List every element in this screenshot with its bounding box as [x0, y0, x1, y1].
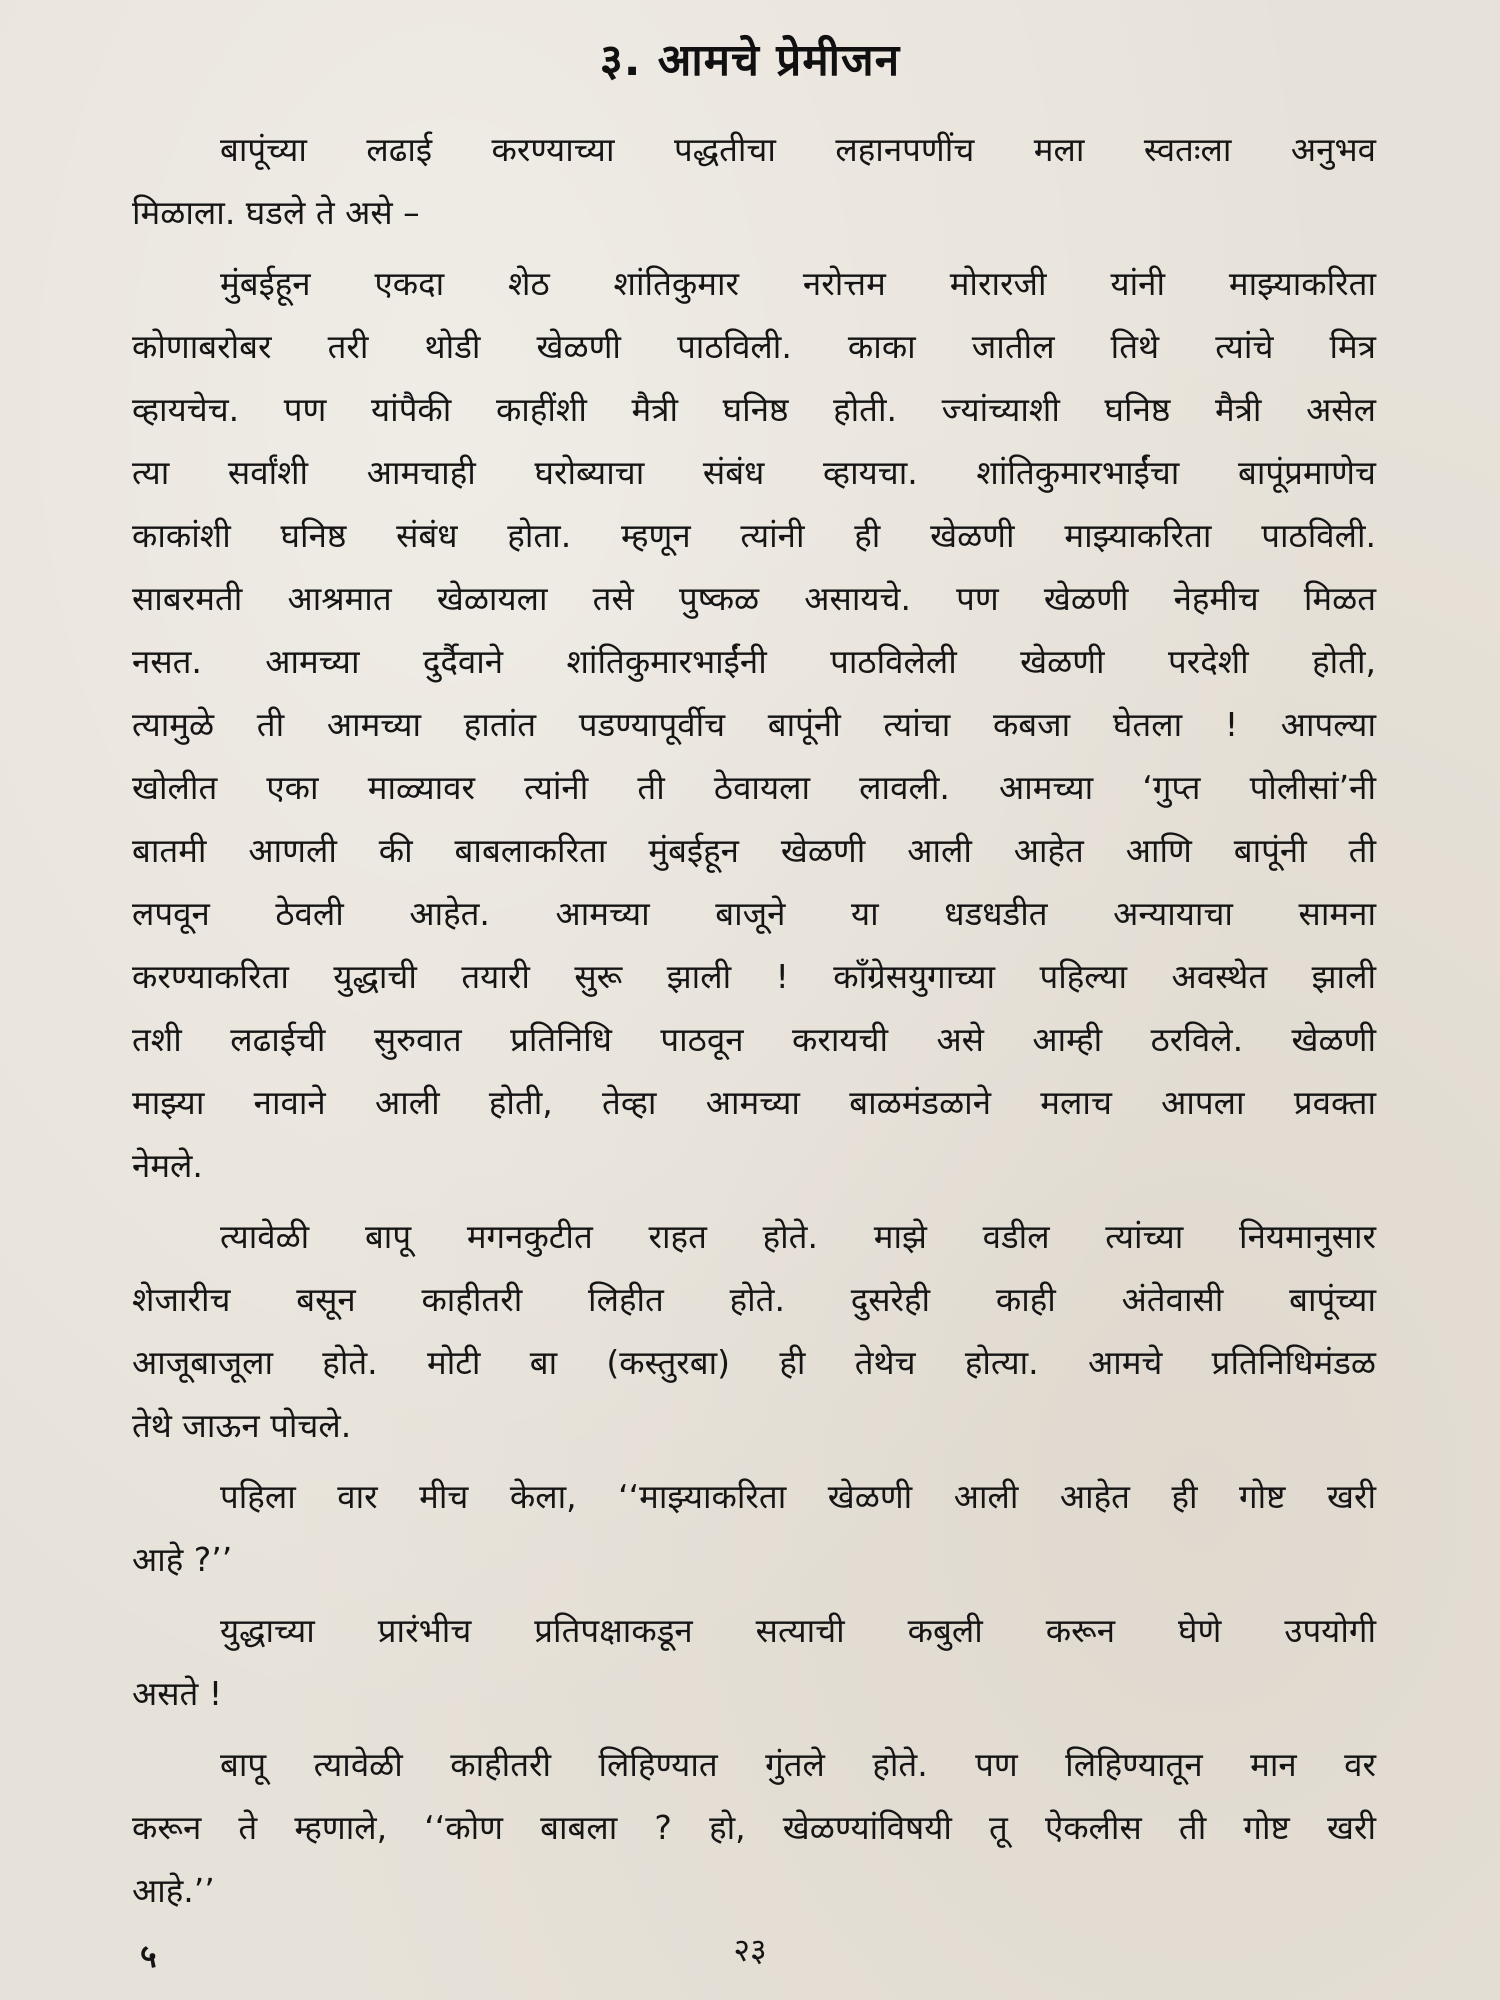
text-line: आहे.’’	[132, 1871, 215, 1910]
text-line: काकांशी घनिष्ठ संबंध होता. म्हणून त्यांनी ही खेळणी माझ्याकरिता पाठविली.	[132, 516, 1376, 555]
text-line: तशी लढाईची सुरुवात प्रतिनिधि पाठवून करायची असे आम्ही ठरविले. खेळणी	[132, 1020, 1376, 1059]
text-line: युद्धाच्या प्रारंभीच प्रतिपक्षाकडून सत्याची कबुली करून घेणे उपयोगी	[220, 1611, 1376, 1650]
text-line: खोलीत एका माळ्यावर त्यांनी ती ठेवायला लावली. आमच्या ‘गुप्त पोलीसां’नी	[132, 768, 1376, 807]
text-line: नसत. आमच्या दुर्दैवाने शांतिकुमारभाईंनी पाठविलेली खेळणी परदेशी होती,	[132, 642, 1376, 681]
text-line: माझ्या नावाने आली होती, तेव्हा आमच्या बाळमंडळाने मलाच आपला प्रवक्ता	[132, 1083, 1376, 1122]
paragraph	[132, 1733, 1376, 1922]
page-number: २३	[733, 1931, 767, 1969]
text-line: आहे ?’’	[132, 1540, 233, 1579]
text-line: त्या सर्वांशी आमचाही घरोब्याचा संबंध व्हायचा. शांतिकुमारभाईंचा बापूंप्रमाणेच	[132, 453, 1376, 492]
text-line: नेमले.	[132, 1146, 203, 1185]
text-line: मिळाला. घडले ते असे –	[132, 193, 420, 232]
paragraph	[132, 1205, 1376, 1457]
paragraph	[132, 252, 1376, 1197]
text-line: तेथे जाऊन पोचले.	[132, 1406, 352, 1445]
text-line: कोणाबरोबर तरी थोडी खेळणी पाठविली. काका जातील तिथे त्यांचे मित्र	[132, 327, 1376, 366]
text-line: त्यावेळी बापू मगनकुटीत राहत होते. माझे वडील त्यांच्या नियमानुसार	[220, 1217, 1376, 1256]
text-line: मुंबईहून एकदा शेठ शांतिकुमार नरोत्तम मोरारजी यांनी माझ्याकरिता	[220, 264, 1376, 303]
text-line: शेजारीच बसून काहीतरी लिहीत होते. दुसरेही काही अंतेवासी बापूंच्या	[132, 1280, 1376, 1319]
text-line: बापूंच्या लढाई करण्याच्या पद्धतीचा लहानपणींच मला स्वतःला अनुभव	[220, 130, 1376, 169]
text-line: पहिला वार मीच केला, ‘‘माझ्याकरिता खेळणी आली आहेत ही गोष्ट खरी	[220, 1477, 1376, 1516]
text-line: असते !	[132, 1674, 223, 1713]
paragraph	[132, 1465, 1376, 1591]
text-line: आजूबाजूला होते. मोटी बा (कस्तुरबा) ही तेथेच होत्या. आमचे प्रतिनिधिमंडळ	[132, 1343, 1376, 1382]
text-line: बापू त्यावेळी काहीतरी लिहिण्यात गुंतले होते. पण लिहिण्यातून मान वर	[220, 1745, 1376, 1784]
text-line: लपवून ठेवली आहेत. आमच्या बाजूने या धडधडीत अन्यायाचा सामना	[132, 894, 1376, 933]
signature-mark: ५	[140, 1937, 157, 1975]
body-text	[132, 118, 1376, 1930]
text-line: करण्याकरिता युद्धाची तयारी सुरू झाली ! कॉंग्रेसयुगाच्या पहिल्या अवस्थेत झाली	[132, 957, 1376, 996]
paragraph	[132, 118, 1376, 244]
text-line: व्हायचेच. पण यांपैकी काहींशी मैत्री घनिष्ठ होती. ज्यांच्याशी घनिष्ठ मैत्री असेल	[132, 390, 1376, 429]
text-line: बातमी आणली की बाबलाकरिता मुंबईहून खेळणी आली आहेत आणि बापूंनी ती	[132, 831, 1376, 870]
chapter-title: ३. आमचे प्रेमीजन	[599, 35, 901, 86]
paragraph	[132, 1599, 1376, 1725]
text-line: करून ते म्हणाले, ‘‘कोण बाबला ? हो, खेळण्यांविषयी तू ऐकलीस ती गोष्ट खरी	[132, 1808, 1376, 1847]
text-line: त्यामुळे ती आमच्या हातांत पडण्यापूर्वीच बापूंनी त्यांचा कबजा घेतला ! आपल्या	[132, 705, 1376, 744]
text-line: साबरमती आश्रमात खेळायला तसे पुष्कळ असायचे. पण खेळणी नेहमीच मिळत	[132, 579, 1376, 618]
